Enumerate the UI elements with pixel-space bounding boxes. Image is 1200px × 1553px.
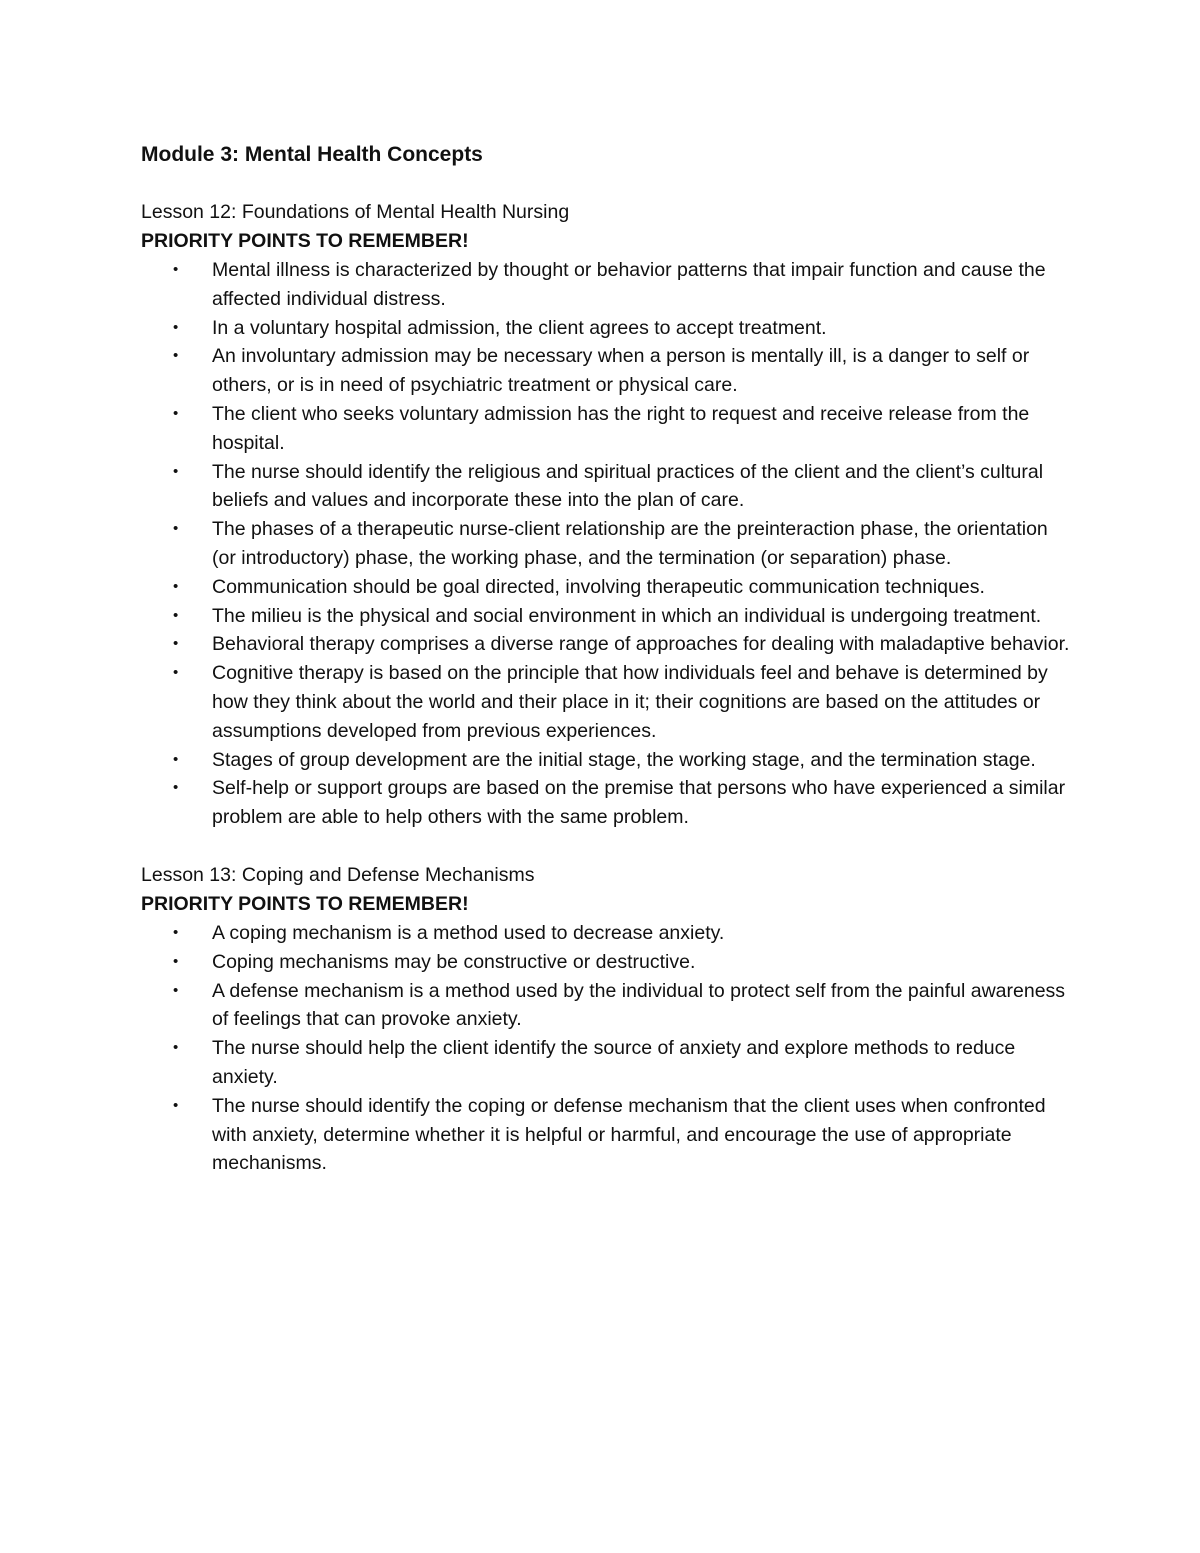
bullet-icon: • (173, 1039, 179, 1057)
point-text: The nurse should identify the religious and spiritual practices of the client and the client’s cultural beliefs and values and incorporate these into the plan of care. (212, 460, 1044, 512)
priority-heading: PRIORITY POINTS TO REMEMBER! (141, 230, 469, 252)
point-text: The phases of a therapeutic nurse-client relationship are the preinteraction phase, the orientation (or introductory) phase, the working phase, and the termination (or separation) phase. (212, 518, 1048, 569)
point-text: The nurse should help the client identify the source of anxiety and explore methods to reduce anxiety. (212, 1037, 1016, 1088)
bullet-icon: • (173, 923, 179, 941)
point-text: The client who seeks voluntary admission has the right to request and receive release from the hospital. (212, 402, 1030, 454)
module-title: Module 3: Mental Health Concepts (141, 143, 483, 166)
point-text: Mental illness is characterized by thought or behavior patterns that impair function and cause the affected individual distress. (212, 259, 1046, 310)
point-text: An involuntary admission may be necessary when a person is mentally ill, is a danger to self or others, or is in need of psychiatric treatment or physical care. (212, 345, 1030, 397)
list-item (141, 630, 1071, 659)
lesson-title: Lesson 13: Coping and Defense Mechanisms (141, 863, 535, 886)
list-item (141, 602, 1071, 631)
point-text: A coping mechanism is a method used to decrease anxiety. (212, 921, 725, 944)
spacer (141, 172, 1071, 198)
list-item (141, 256, 1071, 314)
list-item (141, 458, 1071, 516)
bullet-icon: • (173, 606, 179, 624)
point-text: Coping mechanisms may be constructive or destructive. (212, 950, 696, 973)
bullet-icon: • (173, 261, 179, 278)
bullet-icon: • (173, 664, 179, 682)
point-text: In a voluntary hospital admission, the client agrees to accept treatment. (212, 316, 827, 339)
bullet-icon: • (173, 1096, 179, 1114)
point-text: Communication should be goal directed, involving therapeutic communication techniques. (212, 575, 985, 598)
list-item (141, 746, 1071, 775)
point-text: Behavioral therapy comprises a diverse range of approaches for dealing with maladaptive behavior. (212, 633, 1070, 656)
priority-heading: PRIORITY POINTS TO REMEMBER! (141, 892, 469, 915)
list-item (141, 774, 1071, 832)
bullet-icon: • (173, 520, 179, 538)
priority-points-list (141, 256, 1071, 832)
list-item (141, 1092, 1071, 1178)
bullet-icon: • (173, 779, 179, 797)
bullet-icon: • (173, 318, 179, 336)
bullet-icon: • (173, 750, 179, 768)
list-item (141, 948, 1071, 977)
list-item (141, 314, 1071, 343)
lesson-section-13 (141, 861, 1071, 1178)
bullet-icon: • (173, 952, 179, 970)
bullet-icon: • (173, 981, 179, 999)
lesson-section-12 (141, 198, 1071, 832)
list-item (141, 977, 1071, 1035)
list-item (141, 1034, 1071, 1092)
list-item (141, 659, 1071, 745)
list-item (141, 919, 1071, 948)
point-text: Stages of group development are the initial stage, the working stage, and the termination stage. (212, 748, 1036, 771)
lesson-title: Lesson 12: Foundations of Mental Health Nursing (141, 201, 570, 223)
document-body (141, 138, 1071, 1178)
point-text: A defense mechanism is a method used by the individual to protect self from the painful awareness of feelings that can provoke anxiety. (212, 979, 1066, 1031)
list-item (141, 400, 1071, 458)
point-text: Self-help or support groups are based on the premise that persons who have experienced a similar problem are able to help others with the same problem. (212, 777, 1066, 829)
bullet-icon: • (173, 347, 179, 365)
point-text: The nurse should identify the coping or defense mechanism that the client uses when confronted with anxiety, determine whether it is helpful or harmful, and encourage the use of appropriate mechanisms. (212, 1094, 1046, 1175)
bullet-icon: • (173, 404, 179, 422)
spacer (141, 832, 1071, 861)
list-item (141, 515, 1071, 573)
bullet-icon: • (173, 462, 179, 480)
bullet-icon: • (173, 635, 179, 653)
priority-points-list (141, 919, 1071, 1178)
list-item (141, 342, 1071, 400)
bullet-icon: • (173, 577, 179, 595)
point-text: The milieu is the physical and social environment in which an individual is undergoing treatment. (212, 604, 1042, 627)
list-item (141, 573, 1071, 602)
point-text: Cognitive therapy is based on the principle that how individuals feel and behave is determined by how they think about the world and their place in it; their cognitions are based on the attitudes or assumptions developed from previous experiences. (212, 662, 1048, 742)
